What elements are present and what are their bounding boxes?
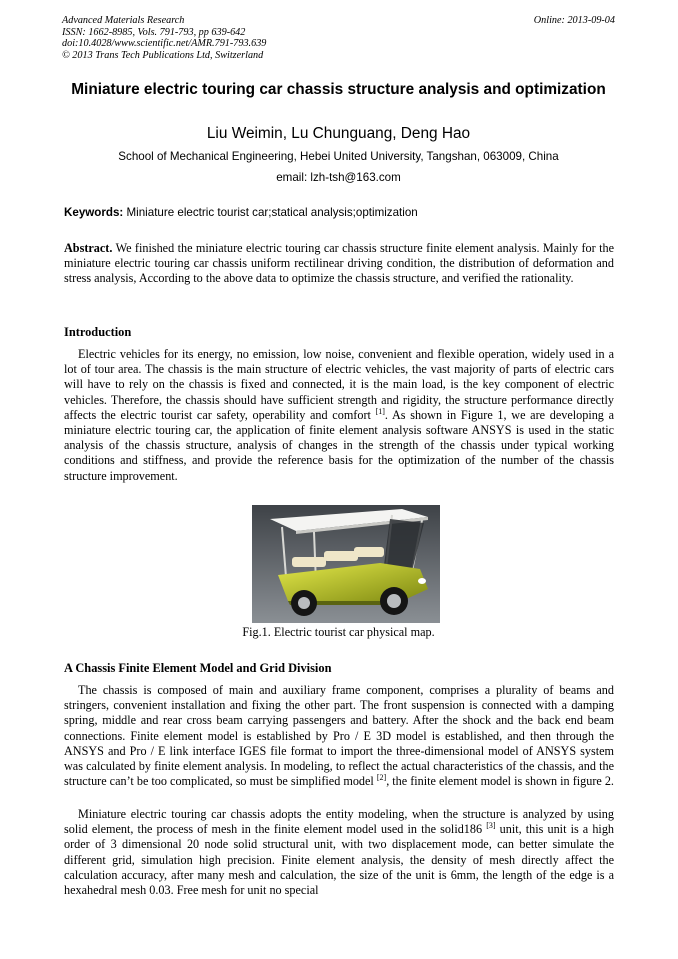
journal-name: Advanced Materials Research [62,15,185,26]
online-date: Online: 2013-09-04 [533,15,615,26]
golf-cart-illustration [252,505,440,623]
section2-paragraph-1 [64,683,614,789]
abstract-text: We finished the miniature electric touring car chassis structure finite element analysis. Mainly for the miniature electric touring car chassis uniform rectilinear driving condition, the distribution of deformation and stress analysis, According to the above data to optimize the chassis structure, and verified the rationality. [64,241,614,286]
citation-1: [1] [375,406,385,416]
citation-3: [3] [486,821,496,831]
copyright-line: © 2013 Trans Tech Publications Ltd, Switzerland [62,49,264,61]
running-header [62,15,266,61]
citation-2: [2] [376,773,387,783]
authors: Liu Weimin, Lu Chunguang, Deng Hao [206,125,471,142]
issn-line: ISSN: 1662-8985, Vols. 791-793, pp 639-642 [62,26,246,38]
affiliation: School of Mechanical Engineering, Hebei United University, Tangshan, 063009, China [118,150,559,163]
section2-p2-text-a: Miniature electric touring car chassis adopts the entity modeling, when the structure is analyzed by using solid element, the process of mesh in the finite element model used in the solid186 [64,807,614,837]
intro-paragraph [64,347,614,484]
abstract [64,241,614,287]
email: email: lzh-tsh@163.com [276,171,401,184]
paper-title: Miniature electric touring car chassis structure analysis and optimization [71,81,606,98]
keywords-text: Miniature electric tourist car;statical analysis;optimization [123,206,418,219]
intro-text-a: Electric vehicles for its energy, no emission, low noise, convenient and flexible operation, widely used in a lot of tour area. The chassis is the main structure of electric vehicles, the vast majority of parts of electric cars will have to rely on the chassis is fixed and connected, it is the main load, is the key component of electric vehicles. Therefore, the chassis should have sufficient strength and rigidity, the structure performance directly affects the electric tourist car safety, operability and comfort [64,347,614,422]
doi-line: doi:10.4028/www.scientific.net/AMR.791-793.639 [62,38,267,49]
section-heading-chassis-model: A Chassis Finite Element Model and Grid Division [64,661,332,675]
section2-p1-text-b: , the finite element model is shown in figure 2. [386,774,614,789]
figure-1-image [252,505,440,623]
abstract-label: Abstract. [64,241,113,255]
section2-p1-text-a: The chassis is composed of main and auxiliary frame component, comprises a plurality of beams and stringers, convenient installation and fixing the other part. The front suspension is connected with a damping spring, middle and rear cross beam carrying passengers and battery. After the shock and the back end beam connections. Finite element model is established by Pro / E 3D model is established, and then through the ANSYS and Pro / E link interface IGES file format to import the three-dimensional model of ANSYS system was calculated by finite element analysis. In modeling, to reflect the actual characteristics of the chassis, and the structure can’t be too complicated, so must be simplified model [64,683,614,789]
keywords [64,205,418,221]
section-heading-introduction: Introduction [64,325,132,339]
keywords-label: Keywords: [64,206,124,219]
section2-p2-text-b: unit, this unit is a high order of 3 dimensional 20 node solid structural unit, with two displacement mode, can better simulate the different grid, simulation high precision. Finite element analysis, the density of mesh directly affect the calculation accuracy, after many mesh and calculation, the size of the unit is 6mm, the length of the edge is a hexahedral mesh 0.03. Free mesh for unit no special [64,822,615,898]
figure-1-caption: Fig.1. Electric tourist car physical map. [242,625,435,639]
section2-paragraph-2 [64,807,614,898]
intro-text-b: . As shown in Figure 1, we are developing a miniature electric touring car, the application of finite element analysis software ANSYS is used in the static analysis of the chassis structure, analysis of changes in the strength of the chassis under typical working conditions and stiffness, and provide the reference basis for the optimization of the number of the chassis structure improvement. [64,407,614,483]
